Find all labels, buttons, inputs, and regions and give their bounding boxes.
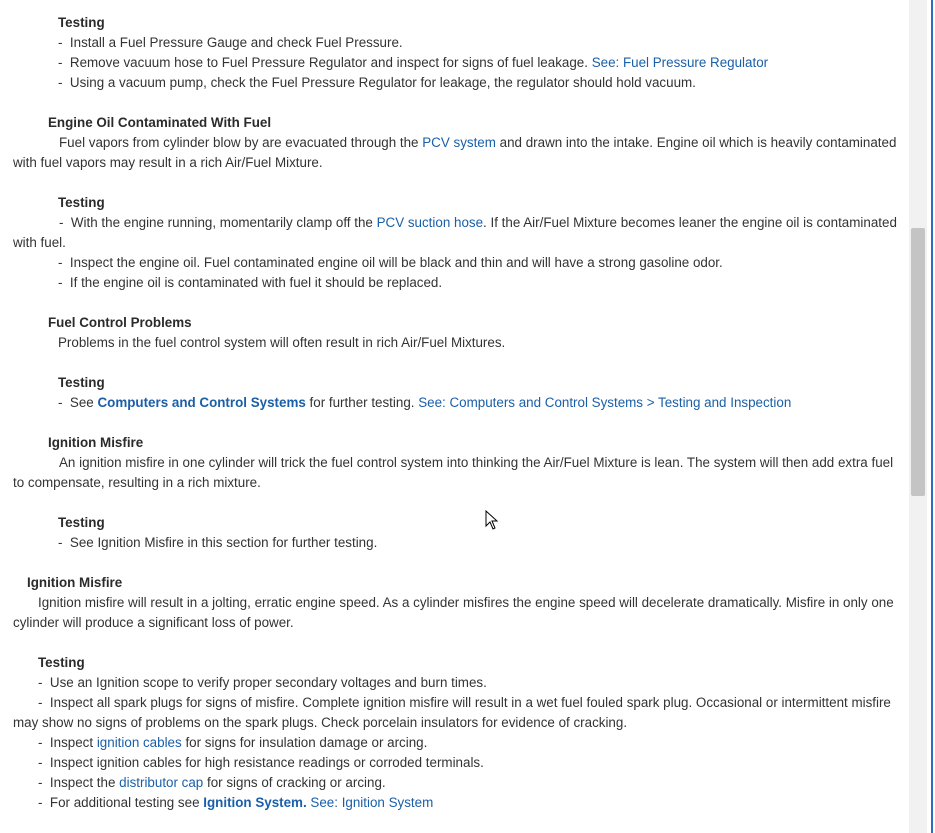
scrollbar-thumb[interactable] — [911, 228, 925, 496]
list-item: - Inspect the engine oil. Fuel contaminated engine oil will be black and thin and will have a strong gasoline odor. — [58, 255, 723, 270]
list-item: - See Computers and Control Systems for further testing. See: Computers and Control Systems > Testing and Inspection — [58, 395, 792, 410]
testing-heading: Testing — [58, 15, 105, 30]
list-item: - If the engine oil is contaminated with fuel it should be replaced. — [58, 275, 443, 290]
section-heading: Fuel Control Problems — [48, 315, 192, 330]
distributor-cap-link[interactable]: distributor cap — [119, 775, 204, 790]
ignition-system-bold: Ignition System. — [203, 795, 307, 810]
section-paragraph: An ignition misfire in one cylinder will trick the fuel control system into thinking the Air/Fuel Mixture is lean. The system will then add extra fuel to compensate, resulting in a rich mixture. — [13, 455, 894, 490]
ignition-cables-link[interactable]: ignition cables — [96, 735, 182, 750]
article-content — [13, 13, 898, 813]
computers-control-systems-bold: Computers and Control Systems — [97, 395, 306, 410]
list-item: - Remove vacuum hose to Fuel Pressure Regulator and inspect for signs of fuel leakage. See: Fuel Pressure Regulator — [58, 55, 769, 70]
panel-edge — [931, 0, 935, 833]
list-item: - With the engine running, momentarily clamp off the PCV suction hose. If the Air/Fuel Mixture becomes leaner the engine oil is contaminated with fuel. — [13, 215, 897, 250]
mouse-pointer-icon — [485, 510, 499, 530]
testing-heading: Testing — [38, 655, 85, 670]
pcv-suction-hose-link[interactable]: PCV suction hose — [376, 215, 484, 230]
list-item: - Inspect ignition cables for high resistance readings or corroded terminals. — [38, 755, 484, 770]
list-item: - Inspect all spark plugs for signs of misfire. Complete ignition misfire will result in a wet fuel fouled spark plug. Occasional or intermittent misfire may show no signs of problems on the spark plugs. Check porcelain insulators for evidence of cracking. — [13, 695, 891, 730]
section-heading: Ignition Misfire — [48, 435, 144, 450]
list-item: - See Ignition Misfire in this section for further testing. — [58, 535, 378, 550]
computers-control-systems-link[interactable]: See: Computers and Control Systems > Testing and Inspection — [418, 395, 792, 410]
list-item: - Use an Ignition scope to verify proper secondary voltages and burn times. — [38, 675, 487, 690]
section-heading: Engine Oil Contaminated With Fuel — [48, 115, 272, 130]
ignition-system-link[interactable]: See: Ignition System — [310, 795, 434, 810]
testing-heading: Testing — [58, 515, 105, 530]
section-paragraph: Problems in the fuel control system will often result in rich Air/Fuel Mixtures. — [58, 335, 506, 350]
list-item: - Install a Fuel Pressure Gauge and check Fuel Pressure. — [58, 35, 403, 50]
list-item: - Inspect the distributor cap for signs of cracking or arcing. — [38, 775, 386, 790]
section-heading: Ignition Misfire — [27, 575, 123, 590]
list-item: - Inspect ignition cables for signs for insulation damage or arcing. — [38, 735, 428, 750]
pcv-system-link[interactable]: PCV system — [422, 135, 496, 150]
testing-heading: Testing — [58, 195, 105, 210]
section-paragraph: Ignition misfire will result in a jolting, erratic engine speed. As a cylinder misfires the engine speed will decelerate dramatically. Misfire in only one cylinder will produce a significant loss of power. — [13, 595, 894, 630]
testing-heading: Testing — [58, 375, 105, 390]
fuel-pressure-regulator-link[interactable]: See: Fuel Pressure Regulator — [591, 55, 769, 70]
list-item: - For additional testing see Ignition System. See: Ignition System — [38, 795, 434, 810]
section-paragraph: Fuel vapors from cylinder blow by are evacuated through the PCV system and drawn into the intake. Engine oil which is heavily contaminated with fuel vapors may result in a rich Air/Fuel Mixture. — [13, 135, 897, 170]
list-item: - Using a vacuum pump, check the Fuel Pressure Regulator for leakage, the regulator should hold vacuum. — [58, 75, 696, 90]
